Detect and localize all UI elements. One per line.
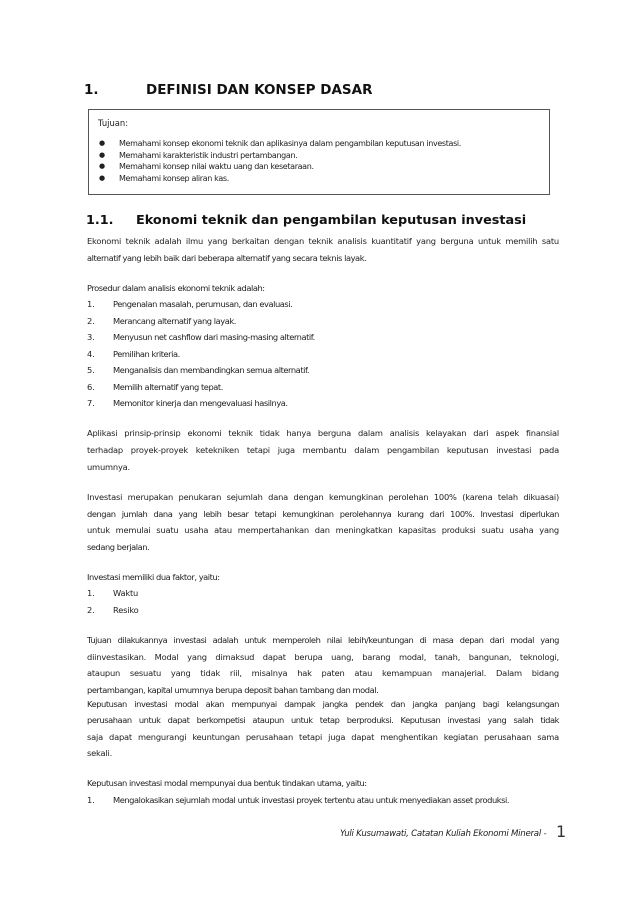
list-number: 2. [87, 316, 95, 326]
paragraph-line: Tujuan dilakukannya investasi adalah untuk memperoleh nilai lebih/keuntungan di masa depan dari modal yang [87, 635, 559, 645]
list-text: Memilih alternatif yang tepat. [113, 382, 223, 392]
goal-item [89, 150, 461, 162]
paragraph-line: terhadap proyek-proyek ketekniken tetapi juga membantu dalam pengambilan keputusan investasi pada [87, 445, 559, 455]
goals-title: Tujuan: [98, 118, 129, 128]
section-heading [84, 82, 372, 98]
goal-item [89, 138, 461, 150]
paragraph-line: alternatif yang lebih baik dari beberapa alternatif yang secara teknis layak. [87, 253, 367, 263]
paragraph-line: umumnya. [87, 462, 130, 472]
list-item [87, 604, 559, 616]
bullet-icon: ● [99, 139, 105, 147]
paragraph-line: pertambangan, kapital umumnya berupa deposit bahan tambang dan modal. [87, 685, 379, 695]
list-number: 5. [87, 365, 95, 375]
list-item [87, 587, 559, 599]
list-number: 1. [87, 795, 95, 805]
list-number: 7. [87, 398, 95, 408]
goals-list [89, 138, 461, 184]
paragraph-line: untuk memulai suatu usaha atau mempertahankan dan meningkatkan kapasitas produksi suatu usaha yang [87, 525, 559, 535]
page-number: 1 [556, 822, 567, 841]
goals-box [88, 109, 550, 195]
subsection-number: 1.1. [86, 213, 114, 228]
procedure-intro: Prosedur dalam analisis ekonomi teknik adalah: [87, 283, 265, 293]
paragraph-line: Keputusan investasi modal akan mempunyai dampak jangka pendek dan jangka panjang bagi kelangsungan [87, 699, 559, 709]
paragraph-line: Ekonomi teknik adalah ilmu yang berkaitan dengan teknik analisis kuantitatif yang berguna untuk memilih satu [87, 236, 559, 246]
goal-text: Memahami konsep ekonomi teknik dan aplikasinya dalam pengambilan keputusan investasi. [119, 139, 461, 148]
list-item [87, 315, 559, 327]
list-number: 1. [87, 299, 95, 309]
section-title: DEFINISI DAN KONSEP DASAR [146, 82, 373, 98]
bullet-icon: ● [99, 150, 105, 159]
paragraph-line: saja dapat mengurangi keuntungan perusahaan tetapi juga dapat menghentikan kegiatan perusahaan sama [87, 732, 559, 742]
list-text: Mengalokasikan sejumlah modal untuk investasi proyek tertentu atau untuk menyediakan asset produksi. [113, 795, 510, 805]
footer-text: Yuli Kusumawati, Catatan Kuliah Ekonomi Mineral - [340, 829, 547, 839]
paragraph-line: sekali. [87, 748, 113, 758]
paragraph-line: ataupun sesuatu yang tidak riil, misalnya hak paten atau kemampuan manajerial. Dalam bidang [87, 668, 559, 678]
paragraph-line: Aplikasi prinsip-prinsip ekonomi teknik tidak hanya berguna dalam analisis kelayakan dari aspek finansial [87, 428, 559, 438]
list-text: Merancang alternatif yang layak. [113, 316, 236, 326]
bullet-icon: ● [99, 173, 105, 182]
list-number: 1. [87, 588, 95, 598]
list-number: 3. [87, 332, 95, 342]
paragraph-line: Investasi merupakan penukaran sejumlah dana dengan kemungkinan perolehan 100% (karena telah dikuasai) [87, 492, 559, 502]
subsection-title: Ekonomi teknik dan pengambilan keputusan investasi [136, 213, 527, 228]
list-item [87, 381, 559, 393]
list-text: Resiko [113, 605, 139, 615]
goal-text: Memahami konsep nilai waktu uang dan kesetaraan. [119, 162, 314, 171]
list-item [87, 348, 559, 360]
list-text: Menganalisis dan membandingkan semua alternatif. [113, 365, 310, 375]
list-text: Menyusun net cashflow dari masing-masing alternatif. [113, 332, 315, 342]
section-number: 1. [84, 82, 99, 98]
list-number: 6. [87, 382, 95, 392]
paragraph-line: dengan jumlah dana yang lebih besar tetapi kemungkinan perolehannya kurang dari 100%. Investasi diperlukan [87, 509, 559, 519]
goal-item [89, 173, 461, 185]
list-number: 2. [87, 605, 95, 615]
list-number: 4. [87, 349, 95, 359]
factors-intro: Investasi memiliki dua faktor, yaitu: [87, 572, 220, 582]
paragraph-line: diinvestasikan. Modal yang dimaksud dapat berupa uang, barang modal, tanah, bangunan, teknologi, [87, 652, 559, 662]
goal-text: Memahami karakteristik industri pertambangan. [119, 150, 298, 160]
paragraph-line: sedang berjalan. [87, 542, 150, 552]
list-item [87, 397, 559, 409]
list-item [87, 794, 559, 806]
list-text: Pemilihan kriteria. [113, 349, 180, 359]
list-item [87, 298, 559, 310]
list-text: Memonitor kinerja dan mengevaluasi hasilnya. [113, 398, 288, 408]
paragraph-line: perusahaan untuk dapat berkompetisi ataupun untuk tetap berproduksi. Keputusan investasi yang salah tidak [87, 715, 559, 725]
goal-item [89, 161, 461, 173]
list-text: Pengenalan masalah, perumusan, dan evaluasi. [113, 299, 293, 309]
bullet-icon: ● [99, 162, 105, 170]
goal-text: Memahami konsep aliran kas. [119, 173, 229, 183]
list-item [87, 364, 559, 376]
list-text: Waktu [113, 588, 139, 598]
actions-intro: Keputusan investasi modal mempunyai dua bentuk tindakan utama, yaitu: [87, 778, 367, 788]
subsection-heading [86, 213, 526, 228]
list-item [87, 331, 559, 343]
